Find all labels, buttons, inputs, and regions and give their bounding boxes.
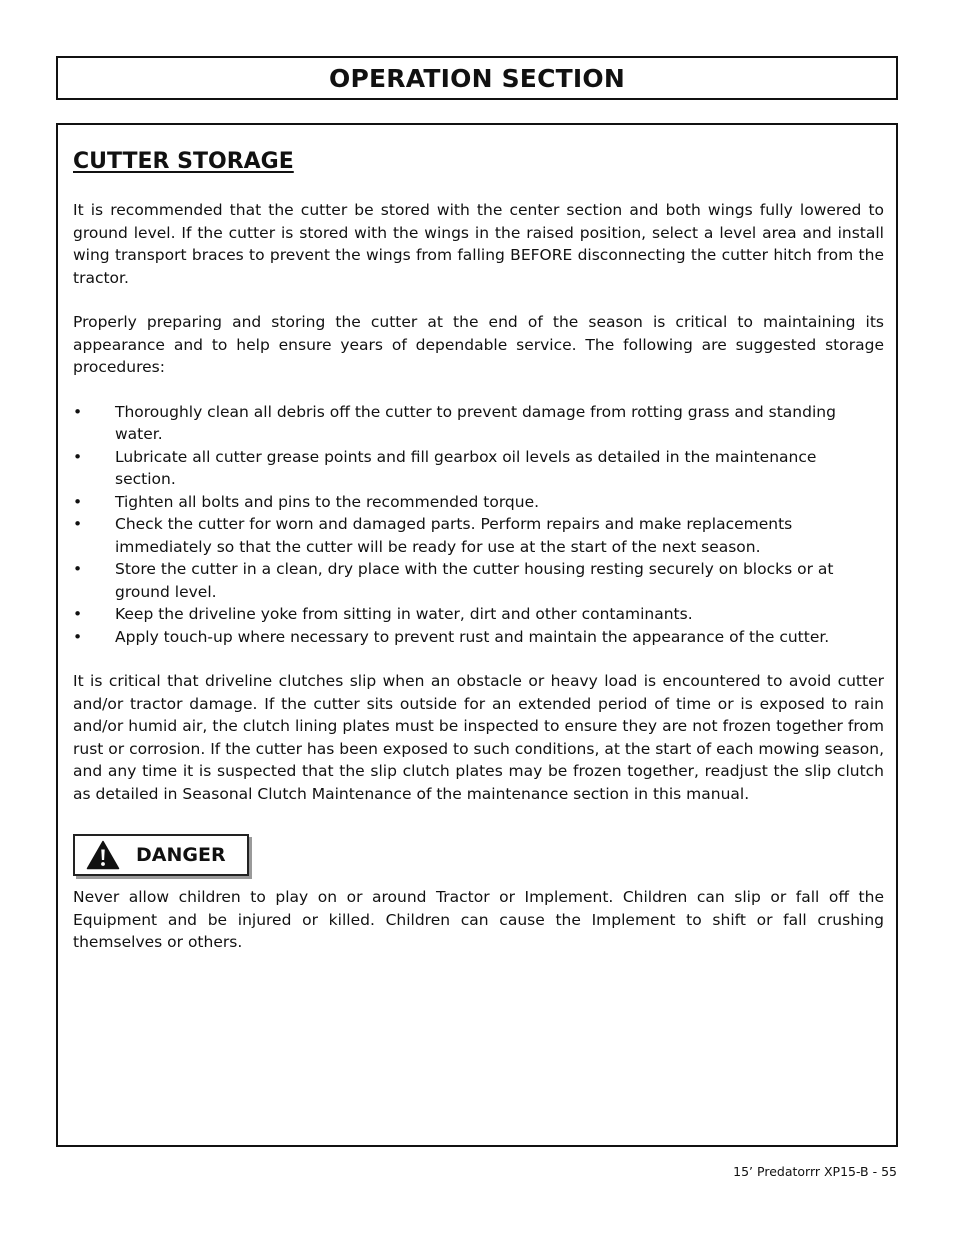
bullet: •: [73, 492, 83, 511]
section-title: OPERATION SECTION: [329, 63, 625, 93]
list-item-text: Check the cutter for worn and damaged parts. Perform repairs and make replacements immediately so that the cutter will be ready for use at the start of the next season.: [115, 515, 793, 556]
clutch-paragraph: It is critical that driveline clutches slip when an obstacle or heavy load is encountered to avoid cutter and/or tractor damage. If the cutter sits outside for an extended period of time or is exposed to rain and/or humid air, the clutch lining plates must be inspected to ensure they are not frozen together from rust or corrosion. If the cutter has been exposed to such conditions, at the start of each mowing season, and any time it is suspected that the slip clutch plates may be frozen together, readjust the slip clutch as detailed in Seasonal Clutch Maintenance of the maintenance section in this manual.: [73, 672, 884, 803]
storage-procedures-paragraph: Properly preparing and storing the cutter at the end of the season is critical to maintaining its appearance and to help ensure years of dependable service. The following are suggested storage procedures:: [73, 313, 884, 376]
list-item: [73, 513, 863, 558]
list-item: [73, 446, 863, 491]
content-box: [56, 123, 898, 1147]
bullet: •: [73, 447, 83, 466]
cutter-storage-heading: CUTTER STORAGE: [73, 149, 294, 174]
storage-procedure-list: [73, 401, 863, 649]
bullet: •: [73, 402, 83, 421]
list-item-text: Apply touch-up where necessary to prevent rust and maintain the appearance of the cutter.: [115, 627, 830, 646]
bullet: •: [73, 627, 83, 646]
list-item-text: Thoroughly clean all debris off the cutter to prevent damage from rotting grass and standing water.: [115, 402, 836, 443]
list-item-text: Tighten all bolts and pins to the recommended torque.: [115, 492, 540, 511]
danger-label-box: [73, 834, 249, 876]
content-inner: [73, 147, 884, 954]
danger-paragraph: Never allow children to play on or around Tractor or Implement. Children can slip or fall off the Equipment and be injured or killed. Children can cause the Implement to shift or fall crushing themselves or others.: [73, 888, 884, 951]
bullet: •: [73, 605, 83, 623]
bullet: •: [73, 560, 83, 578]
storage-intro-paragraph: It is recommended that the cutter be stored with the center section and both wings fully lowered to ground level. If the cutter is stored with the wings in the raised position, select a level area and install wing transport braces to prevent the wings from falling BEFORE disconnecting the cutter hitch from the tractor.: [73, 201, 884, 287]
list-item: [73, 401, 863, 446]
section-header: [56, 56, 898, 100]
bullet: •: [73, 515, 83, 533]
danger-label: DANGER: [136, 844, 226, 866]
list-item: [73, 491, 863, 514]
list-item-text: Store the cutter in a clean, dry place with the cutter housing resting securely on blocks or at ground level.: [115, 560, 834, 601]
list-item: [73, 603, 863, 626]
list-item-text: Lubricate all cutter grease points and fill gearbox oil levels as detailed in the maintenance section.: [115, 447, 817, 488]
list-item: [73, 558, 863, 603]
page-footer: 15’ Predatorrr XP15-B - 55: [733, 1164, 897, 1179]
warning-triangle-icon: [86, 840, 120, 870]
list-item-text: Keep the driveline yoke from sitting in water, dirt and other contaminants.: [115, 605, 693, 623]
list-item: [73, 626, 863, 649]
